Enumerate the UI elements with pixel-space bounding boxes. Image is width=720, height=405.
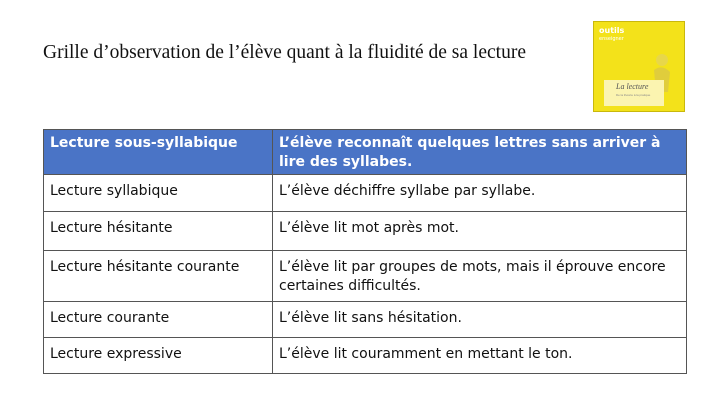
table-row — [44, 212, 687, 251]
header-description-cell: L’élève reconnaît quelques lettres sans arriver à lire des syllabes. — [273, 130, 687, 175]
cover-book-title: La lecture — [616, 82, 649, 91]
level-cell: Lecture expressive — [44, 338, 273, 374]
level-cell: Lecture syllabique — [44, 175, 273, 212]
description-cell: L’élève lit sans hésitation. — [273, 302, 687, 338]
book-cover-image — [593, 21, 685, 112]
table-header-row — [44, 130, 687, 175]
cover-logo — [599, 27, 624, 43]
description-cell: L’élève lit par groupes de mots, mais il éprouve encore certaines difficultés. — [273, 251, 687, 302]
level-cell: Lecture hésitante — [44, 212, 273, 251]
table-row — [44, 251, 687, 302]
cover-book-subtitle: De la théorie à la pratique — [616, 93, 651, 97]
table-row — [44, 175, 687, 212]
level-cell: Lecture hésitante courante — [44, 251, 273, 302]
description-cell: L’élève lit mot après mot. — [273, 212, 687, 251]
header-level-cell: Lecture sous-syllabique — [44, 130, 273, 175]
description-cell: L’élève déchiffre syllabe par syllabe. — [273, 175, 687, 212]
description-cell: L’élève lit couramment en mettant le ton. — [273, 338, 687, 374]
cover-logo-line2: enseigner — [599, 36, 624, 42]
cover-logo-line1: outils — [599, 26, 625, 35]
table-row — [44, 302, 687, 338]
table-row — [44, 338, 687, 374]
observation-grid-table — [43, 129, 687, 374]
slide-title: Grille d’observation de l’élève quant à la fluidité de sa lecture — [43, 42, 526, 63]
level-cell: Lecture courante — [44, 302, 273, 338]
